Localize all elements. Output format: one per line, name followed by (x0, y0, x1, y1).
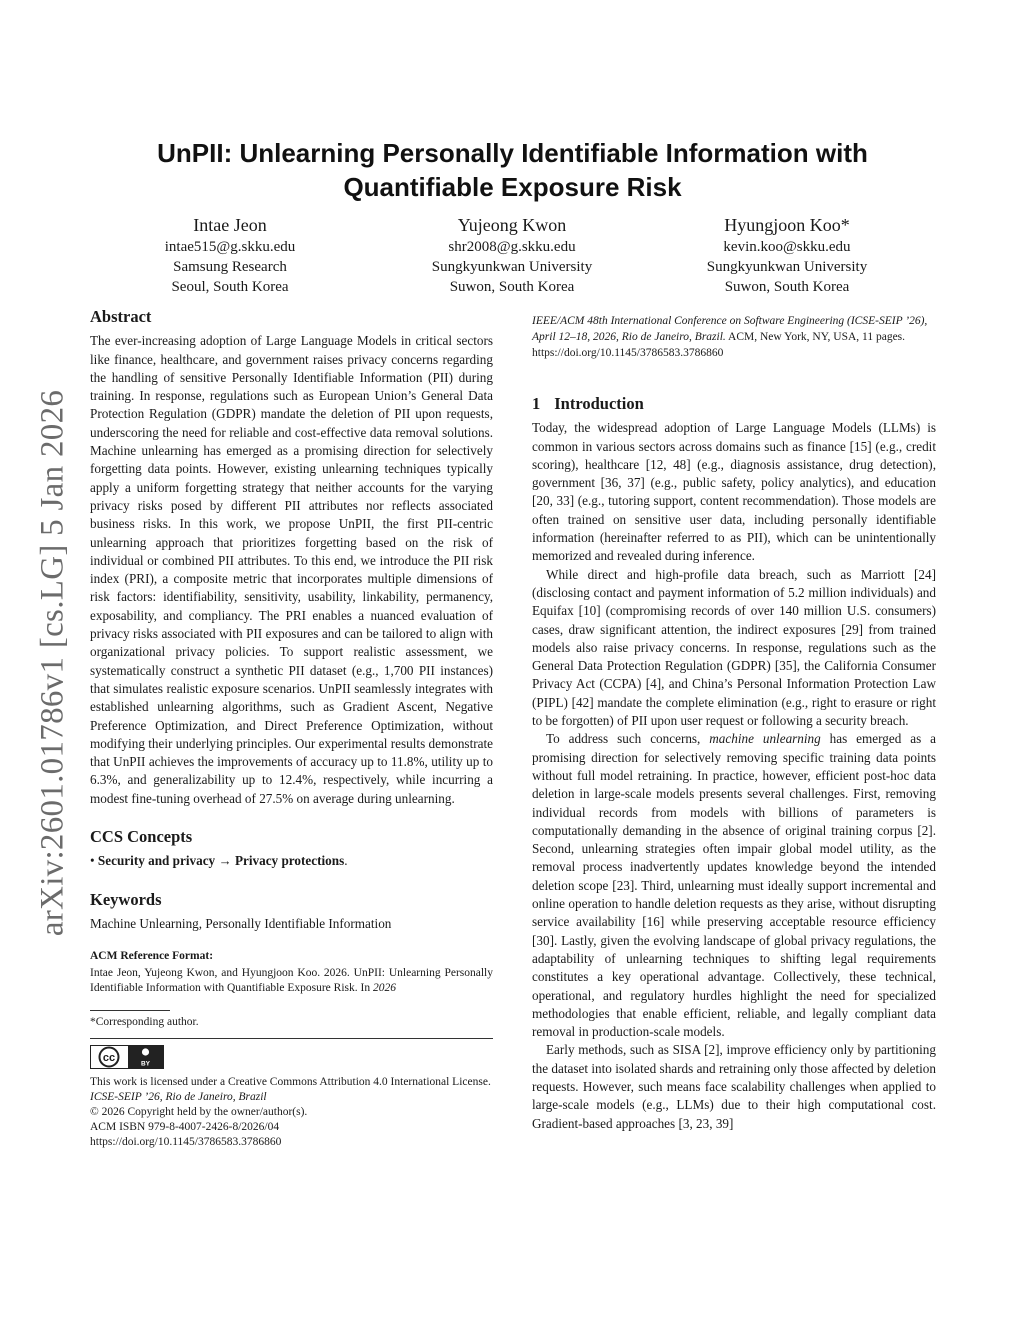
ccs-heading: CCS Concepts (90, 827, 193, 847)
license-line-3: © 2026 Copyright held by the owner/author(s). (90, 1105, 308, 1118)
acm-reference-body: Intae Jeon, Yujeong Kwon, and Hyungjoon Koo. 2026. UnPII: Unlearning Personally Identifiable Information with Quantifiable Exposure Risk. In (90, 966, 493, 994)
intro-paragraph-1: Today, the widespread adoption of Large Language Models (LLMs) is common in various sectors across domains such as finance [15] (e.g., credit scoring), healthcare [12, 48] (e.g., diagnosis assistance, drug detection), government [36, 37] (e.g., public safety, policy analytics), and education [20, 33] (e.g., tutoring support, content recommendation). Those models are often trained on sensitive user data, including personally identifiable information (hereinafter referred to as PII), which can be unintentionally memorized and revealed during inference. (532, 420, 936, 564)
author-3 (647, 213, 927, 297)
intro-p3-emphasis: machine unlearning (709, 731, 821, 747)
author-location: Suwon, South Korea (724, 279, 850, 295)
section-heading-introduction (532, 395, 936, 413)
abstract-text: The ever-increasing adoption of Large Language Models in critical sectors like finance, healthcare, and government raises privacy concerns regarding the handling of sensitive Personally Identifiable Information (PII) during training. In response, regulations such as European Union’s General Data Protection Regulation (GDPR) mandate the deletion of PII upon requests, underscoring the need for reliable and cost-effective data removal solutions. Machine unlearning has emerged as a promising direction for selectively forgetting data points. However, existing unlearning techniques typically apply a uniform forgetting strategy that neither accounts for the varying privacy risks posed by different PII attributes nor reflects associated business risks. In this work, we propose UnPII, the first PII-centric unlearning approach that prioritizes forgetting based on the risk of individual or combined PII attributes. To this end, we introduce the PII risk index (PRI), a composite metric that incorporates multiple dimensions of risk factors: identifiability, sensitivity, usability, linkability, permanency, exposability, and compliancy. The PRI enables a nuanced evaluation of privacy risks associated with PII exposures and can be tailored to align with organizational privacy policies. To support realistic assessment, we systematically construct a synthetic PII dataset (e.g., 1,700 PII instances) that simulates realistic exposure scenarios. UnPII seamlessly integrates with established unlearning algorithms, such as Gradient Ascent, Negative Preference Optimization, and Direct Preference Optimization, without modifying their underlying principles. Our experimental results demonstrate that UnPII achieves the improvements of accuracy up to 11.8%, utility up to 6.3%, and generalizability up to 12.4%, respectively, while incurring a modest fine-tuning overhead of 27.5% on average during unlearning. (90, 333, 493, 806)
paper-title (90, 136, 935, 204)
author-name: Intae Jeon (193, 215, 267, 235)
by-label: BY (140, 1060, 151, 1067)
author-email: kevin.koo@skku.edu (723, 239, 851, 255)
ccs-concepts (90, 852, 493, 870)
license-rule (90, 1038, 493, 1039)
keywords-heading: Keywords (90, 889, 162, 909)
intro-paragraph-3 (532, 730, 936, 1041)
acm-reference-text (90, 966, 493, 996)
ccs-item-security: Security and privacy (97, 853, 216, 869)
author-affiliation: Samsung Research (173, 259, 287, 275)
license-line-5: https://doi.org/10.1145/3786583.3786860 (90, 1135, 282, 1148)
author-email: intae515@g.skku.edu (164, 239, 296, 255)
author-affiliation: Sungkyunkwan University (431, 259, 593, 275)
license-block (90, 1075, 493, 1150)
author-2 (372, 213, 652, 297)
footnote-rule (90, 1010, 170, 1011)
footnote: *Corresponding author. (90, 1015, 199, 1028)
ccs-bullet: • (90, 853, 95, 869)
cc-by-icon (90, 1045, 164, 1069)
section-number: 1 (532, 394, 541, 413)
author-1 (90, 213, 370, 297)
license-line-1: This work is licensed under a Creative Commons Attribution 4.0 International License. (90, 1075, 491, 1088)
intro-paragraph-4: Early methods, such as SISA [2], improve efficiency only by partitioning the dataset into isolated shards and retraining only those affected by deletion requests. However, such means face scalability challenges when applied to large-scale models (e.g., LLMs) due to their high computational cost. Gradient-based approaches [3, 23, 39] (532, 1042, 936, 1131)
cc-by-badge (90, 1045, 493, 1069)
keywords-text: Machine Unlearning, Personally Identifiable Information (90, 915, 392, 931)
author-location: Seoul, South Korea (171, 279, 289, 295)
intro-p3-rest: has emerged as a promising direction for selectively removing specific training data points without full model retraining. In practice, however, efficient post-hoc data deletion in large-scale models presents several challenges. First, removing individual records from models with billions of parameters is computationally demanding in the absence of original training corpus [2]. Second, unlearning strategies often impair global model utility, as the removal process inadvertently updates knowledge beyond the intended deletion scope [23]. Third, unlearning must ideally support incremental and online operation to handle deletion requests as they arise, without disrupting service availability [16] while preserving acceptable resource efficiency [30]. Lastly, given the evolving landscape of global privacy regulations, the adaptability of unlearning techniques to shifting legal requirements constitutes a key operational advantage. Collectively, these technical, operational, and regulatory hurdles highlight the need for specialized methodologies that enable efficient, reliable, and legally compliant data removal in production-scale models. (532, 731, 936, 1040)
abstract-heading: Abstract (90, 307, 152, 326)
ccs-item-privacy: Privacy protections (234, 853, 345, 869)
license-line-2 (90, 1090, 493, 1105)
license-venue: ICSE-SEIP ’26, Rio de Janeiro, Brazil (90, 1090, 267, 1103)
author-location: Suwon, South Korea (449, 279, 575, 295)
author-email: shr2008@g.skku.edu (448, 239, 576, 255)
author-block (90, 213, 935, 303)
intro-p3-start: To address such concerns, (546, 731, 701, 747)
author-name: Yujeong Kwon (457, 215, 567, 235)
venue-note (532, 313, 936, 361)
left-column (90, 308, 493, 1150)
section-title: Introduction (554, 394, 644, 413)
acm-reference-year: 2026 (372, 981, 396, 994)
arrow-icon: → (218, 853, 232, 869)
ccs-period: . (344, 853, 348, 869)
venue-italic: IEEE/ACM 48th International Conference on Software Engineering (ICSE-SEIP ’26), April 12–18, 2026, Rio de Janeiro, Brazil. (532, 315, 928, 343)
acm-reference-heading: ACM Reference Format: (90, 950, 214, 963)
author-affiliation: Sungkyunkwan University (706, 259, 868, 275)
author-name: Hyungjoon Koo* (724, 215, 850, 235)
arxiv-stamp (30, 380, 76, 945)
venue-rest: ACM, New York, NY, USA, 11 pages. https://doi.org/10.1145/3786583.3786860 (532, 331, 906, 359)
title-line-2: Quantifiable Exposure Risk (343, 172, 682, 202)
title-line-1: UnPII: Unlearning Personally Identifiable Information with (157, 138, 868, 168)
license-line-4: ACM ISBN 979-8-4007-2426-8/2026/04 (90, 1120, 280, 1133)
intro-paragraph-2: While direct and high-profile data breach, such as Marriott [24] (disclosing contact and payment information of 5.2 million individuals) and Equifax [10] (compromising records of over 140 million U.S. consumers) cases, draw significant attention, the indirect exposures [29] from trained models also raise privacy concerns. In response, regulations such as the General Data Protection Regulation (GDPR) [35], the California Consumer Privacy Act (CCPA) [4], and China’s Personal Information Protection Law (PIPL) [42] mandate the complete elimination (e.g., right to erasure or right to be forgotten) of PII upon user request or following a security breach. (532, 566, 936, 729)
cc-label: cc (102, 1051, 116, 1064)
right-column (532, 313, 936, 1133)
arxiv-stamp-text: arXiv:2601.01786v1 [cs.LG] 5 Jan 2026 (34, 389, 71, 936)
